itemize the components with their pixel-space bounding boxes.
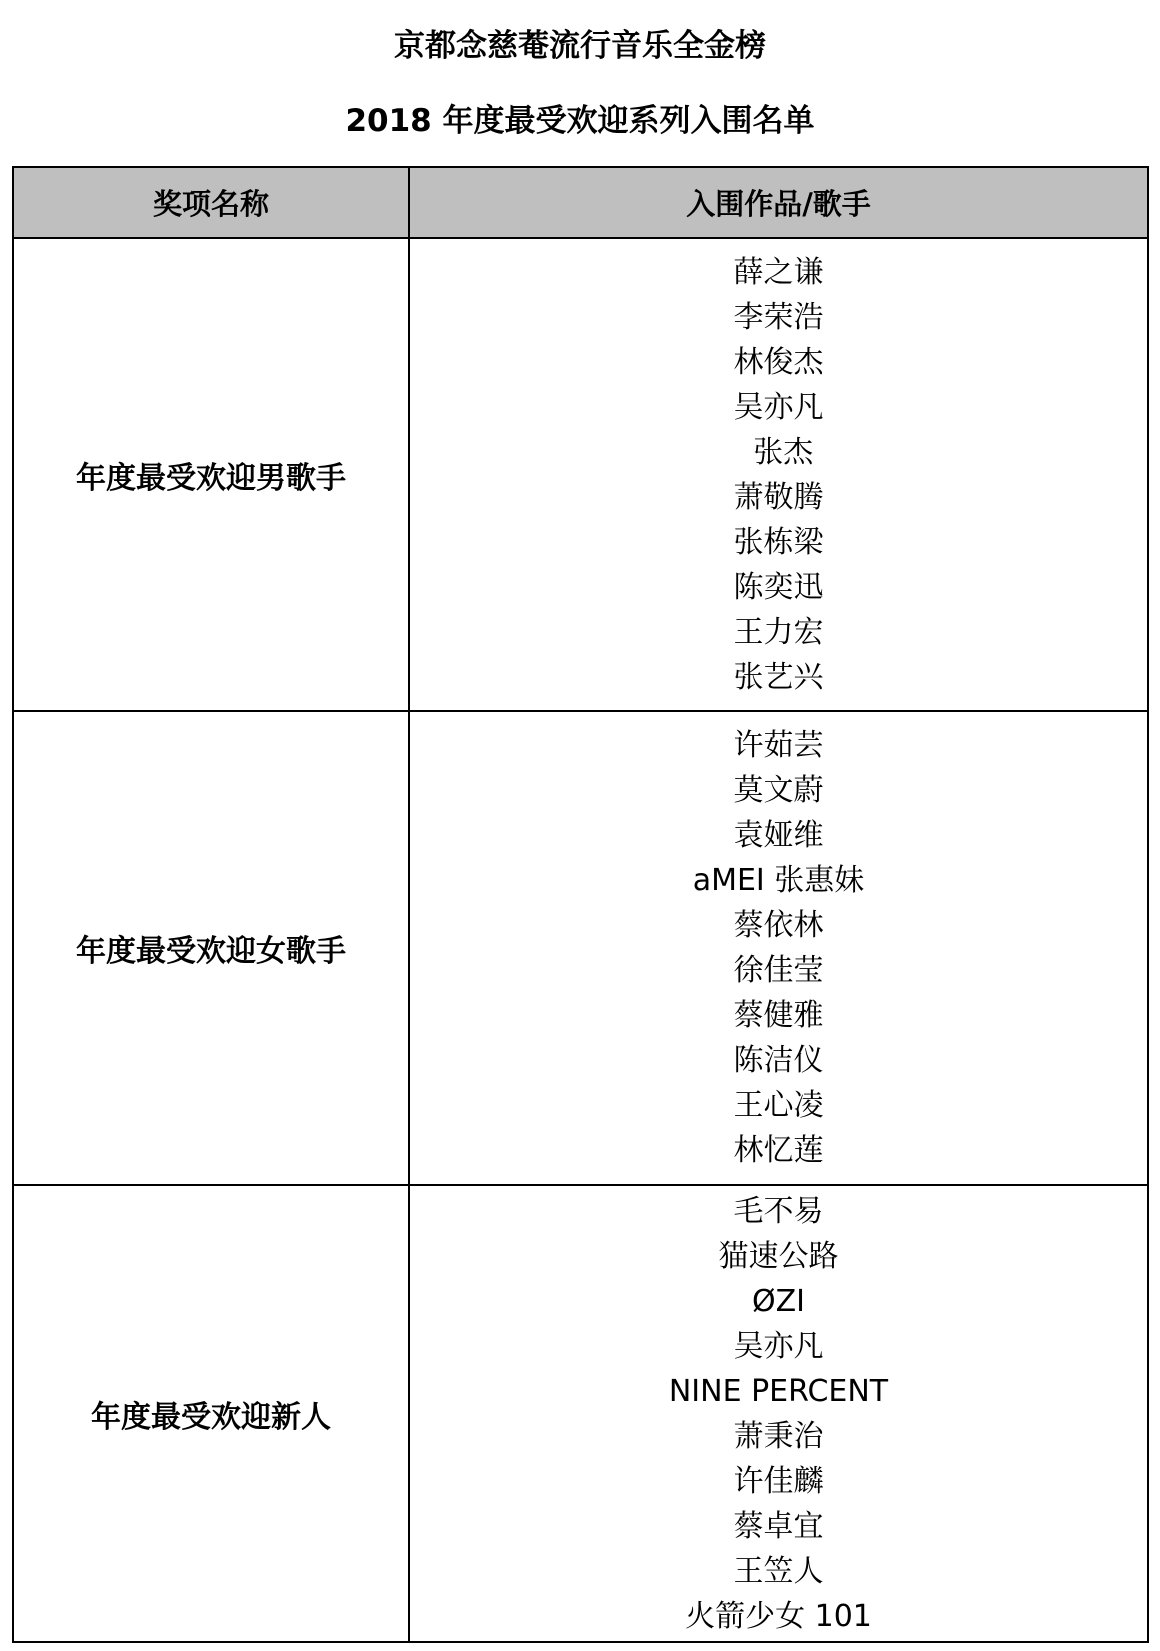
page-subtitle: 2018 年度最受欢迎系列入围名单 <box>345 103 815 139</box>
nominee-line: 许佳麟 <box>733 1463 824 1499</box>
nominee-line: 火箭少女 101 <box>685 1598 872 1634</box>
header-cell-award-name: 奖项名称 <box>13 167 409 238</box>
nominee-line: 李荣浩 <box>733 299 824 335</box>
nominee-line: 林忆莲 <box>733 1133 824 1168</box>
nominees-cell <box>409 238 1148 711</box>
nominee-line: 张艺兴 <box>733 659 824 695</box>
nominee-line: 萧秉治 <box>733 1418 824 1454</box>
nominees-cell <box>409 1185 1148 1642</box>
nominee-line: 莫文蔚 <box>733 773 824 808</box>
nominee-line: 张栋梁 <box>733 524 824 560</box>
nominee-line: 陈洁仪 <box>733 1043 824 1078</box>
nominee-line: 张杰 <box>743 434 814 470</box>
nominee-line: 徐佳莹 <box>733 953 824 988</box>
table-row-male-singer <box>13 238 1148 711</box>
nominee-line: 林俊杰 <box>733 344 824 380</box>
table-header-row <box>13 167 1148 238</box>
nominee-line: NINE PERCENT <box>668 1373 889 1409</box>
nominee-line: 蔡健雅 <box>733 998 824 1033</box>
nominee-line: 薛之谦 <box>733 254 824 290</box>
nominee-line: 毛不易 <box>733 1193 824 1229</box>
nominee-line: 陈奕迅 <box>733 569 824 605</box>
nominee-line: 许茹芸 <box>733 728 824 763</box>
header-cell-nominees: 入围作品/歌手 <box>409 167 1148 238</box>
nominee-line: 袁娅维 <box>733 818 824 853</box>
nominee-line: 王笠人 <box>733 1553 824 1589</box>
award-name-cell: 年度最受欢迎新人 <box>13 1185 409 1642</box>
nominee-line: 王力宏 <box>733 614 824 650</box>
nominee-line: 猫速公路 <box>718 1238 839 1274</box>
award-name-cell: 年度最受欢迎女歌手 <box>13 711 409 1185</box>
nominee-line: aMEI 张惠妹 <box>692 863 865 898</box>
table-row-female-singer <box>13 711 1148 1185</box>
nominee-line: 吴亦凡 <box>733 1328 824 1364</box>
nominees-cell <box>409 711 1148 1185</box>
page-title: 京都念慈菴流行音乐全金榜 <box>394 28 766 64</box>
award-name-cell: 年度最受欢迎男歌手 <box>13 238 409 711</box>
nominee-line: 王心凌 <box>733 1088 824 1123</box>
awards-table <box>12 166 1149 1643</box>
nominee-line: ØZI <box>751 1283 805 1319</box>
nominee-line: 吴亦凡 <box>733 389 824 425</box>
table-row-newcomer <box>13 1185 1148 1642</box>
nominee-line: 萧敬腾 <box>733 479 824 515</box>
nominee-line: 蔡卓宜 <box>733 1508 824 1544</box>
nominee-line: 蔡依林 <box>733 908 824 943</box>
